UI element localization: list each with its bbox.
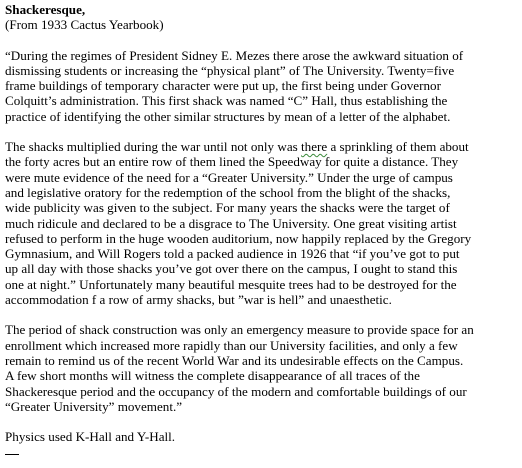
- paragraph-line: enrollment which increased more rapidly than our University facilities, and only a few: [5, 337, 458, 353]
- paragraph-3: [5, 322, 519, 414]
- paragraph-1: [5, 48, 519, 124]
- paragraph-line: frame buildings of temporary character were put up, the first being under Governor: [5, 78, 441, 94]
- paragraph-line: remain to remind us of the recent World War and its undesirable effects on the Campus.: [5, 352, 464, 368]
- paragraph-line: “Greater University” movement.”: [5, 398, 183, 414]
- text-cursor-rule: [5, 454, 19, 455]
- paragraph-line: “During the regimes of President Sidney E. Mezes there arose the awkward situation of: [5, 47, 464, 63]
- paragraph-line: Colquitt’s administration. This first shack was named “C” Hall, thus establishing the: [5, 93, 448, 109]
- paragraph-line: wide publicity was given to the subject. For many years the shacks were the target of: [5, 200, 450, 216]
- paragraph-line: accommodation f a row of army shacks, but ”war is hell” and unaesthetic.: [5, 292, 392, 308]
- paragraph-line: were mute evidence of the need for a “Greater University.” Under the urge of campus: [5, 169, 453, 185]
- line-text: a sprinkling of them about: [327, 139, 469, 155]
- paragraph-line: and legislative oratory for the redemption of the school from the blight of the shacks,: [5, 184, 451, 200]
- document-source: (From 1933 Cactus Yearbook): [5, 17, 164, 33]
- document-title: Shackeresque,: [5, 2, 86, 17]
- paragraph-line: A few short months will witness the complete disappearance of all traces of the: [5, 368, 420, 384]
- paragraph-line: the forty acres but an entire row of them lined the Speedway for quite a distance. They: [5, 154, 459, 170]
- paragraph-line: The period of shack construction was only an emergency measure to provide space for an: [5, 322, 474, 338]
- paragraph-line: [5, 139, 519, 154]
- paragraph-line: refused to perform in the huge wooden auditorium, now happily replaced by the Gregory: [5, 230, 472, 246]
- paragraph-line: Shackeresque period and the occupancy of the modern and comfortable buildings of our: [5, 383, 467, 399]
- paragraph-line: up all day with those shacks you’ve got over there on the campus, I ought to stand this: [5, 261, 458, 277]
- paragraph-line: Gymnasium, and Will Rogers told a packed audience in 1926 that “if you’ve got to put: [5, 246, 460, 262]
- paragraph-line: dismissing students or increasing the “physical plant” of The University. Twenty=five: [5, 62, 455, 78]
- line-text: The shacks multiplied during the war until not only was: [5, 139, 302, 155]
- paragraph-line: much ridicule and declared to be a disgrace to The University. One great visiting artist: [5, 215, 457, 231]
- paragraph-line: one at night.” Unfortunately many beautiful mesquite trees had to be destroyed for the: [5, 276, 457, 292]
- closing-note: Physics used K-Hall and Y-Hall.: [5, 429, 176, 445]
- document-body: [5, 2, 519, 444]
- paragraph-2: [5, 139, 519, 307]
- spellcheck-flagged-word[interactable]: there: [301, 139, 328, 155]
- paragraph-line: practice of identifying the other similar structures by mean of a letter of the alphabet.: [5, 108, 451, 124]
